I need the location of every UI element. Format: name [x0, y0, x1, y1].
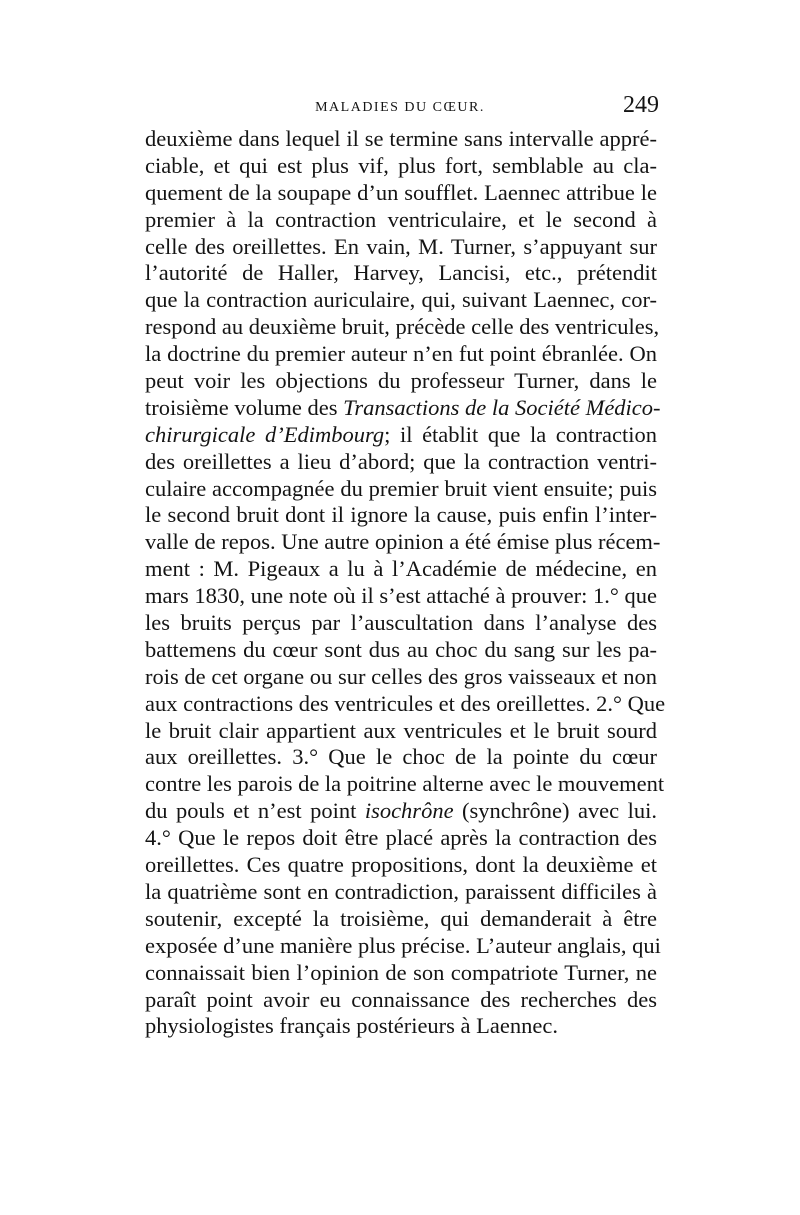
- text-line: [145, 825, 657, 852]
- text-run: physiologistes français postérieurs à Laennec.: [145, 1013, 558, 1039]
- text-run: les bruits perçus par l’auscultation dans l’analyse des: [145, 610, 657, 636]
- text-line: [145, 771, 665, 798]
- text-run: deuxième dans lequel il se termine sans intervalle appré-: [145, 126, 657, 151]
- text-line: [145, 126, 657, 153]
- text-line: [145, 207, 657, 234]
- text-line: [145, 556, 657, 583]
- text-line: [145, 852, 657, 879]
- text-line: [145, 960, 657, 987]
- text-run: la quatrième sont en contradiction, paraissent difficiles à: [145, 878, 657, 904]
- text-line: [145, 394, 661, 422]
- text-line: [145, 287, 657, 314]
- text-line: [145, 180, 657, 207]
- text-line: [145, 314, 660, 341]
- text-line: [145, 932, 661, 960]
- text-run: l’autorité de Haller, Harvey, Lancisi, etc., prétendit: [145, 260, 657, 286]
- text-line: [145, 610, 657, 637]
- text-run: ciable, et qui est plus vif, plus fort, semblable au cla-: [145, 152, 657, 178]
- text-run: le bruit clair appartient aux ventricules et le bruit sourd: [145, 717, 657, 743]
- text-run: soutenir, excepté la troisième, qui demanderait à être: [145, 905, 657, 931]
- text-run: 4.° Que le repos doit être placé après la contraction des: [145, 825, 657, 851]
- text-run: battemens du cœur sont dus au choc du sang sur les pa-: [145, 636, 657, 662]
- text-line: [145, 476, 657, 503]
- text-run: respond au deuxième bruit, précède celle des ventricules,: [145, 314, 660, 340]
- text-line: [145, 744, 657, 771]
- text-line: [145, 906, 657, 933]
- text-line: [145, 449, 657, 476]
- text-run: peut voir les objections du professeur Turner, dans le: [145, 368, 657, 394]
- text-run: celle des oreillettes. En vain, M. Turner, s’appuyant sur: [145, 233, 657, 259]
- text-run: aux contractions des ventricules et des oreillettes. 2.° Que: [145, 690, 666, 716]
- text-line: [145, 368, 657, 395]
- text-run: troisième volume des: [145, 394, 344, 420]
- text-line: [145, 637, 657, 664]
- italic-text: isochrône: [364, 798, 454, 824]
- text-run: paraît point avoir eu connaissance des recherches des: [145, 986, 657, 1012]
- text-run: (synchrône) avec lui.: [453, 798, 658, 824]
- text-run: valle de repos. Une autre opinion a été émise plus récem-: [145, 529, 661, 555]
- text-line: [145, 583, 657, 610]
- text-run: des oreillettes a lieu d’abord; que la contraction ventri-: [145, 448, 657, 474]
- text-run: que la contraction auriculaire, qui, suivant Laennec, cor-: [145, 287, 657, 313]
- text-line: [145, 1013, 657, 1040]
- italic-text: Transactions de la Société Médico-: [343, 394, 661, 420]
- text-line: [145, 234, 657, 261]
- text-line: [145, 153, 657, 180]
- body-text: [145, 126, 666, 1040]
- text-run: culaire accompagnée du premier bruit vient ensuite; puis: [145, 475, 657, 501]
- text-run: quement de la soupape d’un soufflet. Laennec attribue le: [145, 179, 657, 205]
- text-run: contre les parois de la poitrine alterne avec le mouvement: [145, 771, 665, 797]
- text-run: la doctrine du premier auteur n’en fut point ébranlée. On: [145, 341, 657, 367]
- text-run: oreillettes. Ces quatre propositions, dont la deuxième et: [145, 852, 657, 878]
- text-run: le second bruit dont il ignore la cause, puis enfin l’inter-: [145, 502, 657, 528]
- text-line: [145, 664, 657, 691]
- text-run: ment : M. Pigeaux a lu à l’Académie de médecine, en: [145, 556, 657, 582]
- text-line: [145, 422, 657, 449]
- text-line: [145, 718, 657, 745]
- text-run: exposée d’une manière plus précise. L’auteur anglais, qui: [145, 932, 661, 958]
- text-line: [145, 260, 657, 287]
- text-line: [145, 690, 666, 718]
- italic-text: chirurgicale d’Edimbourg: [145, 421, 385, 447]
- text-run: aux oreillettes. 3.° Que le choc de la pointe du cœur: [145, 744, 657, 770]
- text-run: connaissait bien l’opinion de son compatriote Turner, ne: [145, 959, 657, 985]
- text-run: rois de cet organe ou sur celles des gros vaisseaux et non: [145, 663, 657, 689]
- text-run: ; il établit que la contraction: [384, 421, 657, 447]
- text-line: [145, 502, 657, 529]
- text-run: mars 1830, une note où il s’est attaché à prouver: 1.° que: [145, 583, 657, 609]
- running-title: MALADIES DU CŒUR.: [315, 100, 485, 115]
- text-line: [145, 987, 657, 1014]
- page-number: 249: [623, 92, 659, 118]
- text-run: du pouls et n’est point: [145, 798, 365, 824]
- text-line: [145, 798, 657, 825]
- text-line: [145, 341, 657, 368]
- text-run: premier à la contraction ventriculaire, et le second à: [145, 206, 657, 232]
- text-line: [145, 879, 657, 906]
- running-head: [145, 92, 659, 126]
- text-line: [145, 529, 661, 556]
